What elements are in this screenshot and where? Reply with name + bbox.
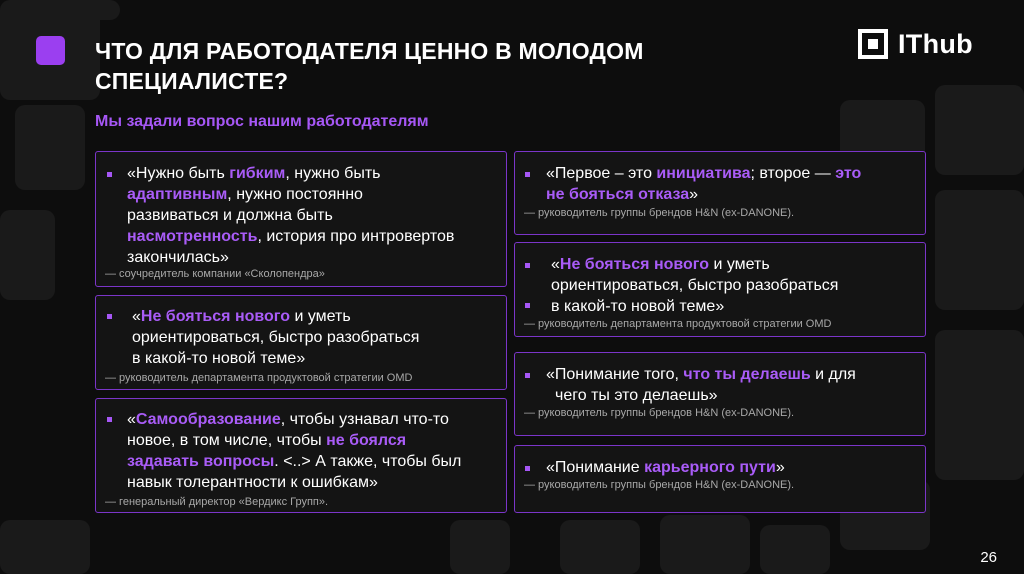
quote-text: «Самообразование, чтобы узнавал что-то новое, в том числе, чтобы не боялся задавать вопросы. <..> А также, чтобы был навык толерантности к ошибкам» <box>127 411 462 491</box>
bullet-icon <box>107 314 112 319</box>
quote-source: — руководитель группы брендов H&N (ex-DANONE). <box>524 479 795 491</box>
slide-title <box>95 36 795 96</box>
quote-card-right-4 <box>514 445 926 513</box>
bullet-icon <box>525 466 530 471</box>
bullet-icon <box>525 263 530 268</box>
bullet-icon <box>107 417 112 422</box>
accent-square <box>36 36 65 65</box>
quote-text: «Не бояться нового и уметь ориентироваться, быстро разобраться в какой-то новой теме» <box>551 256 839 315</box>
bg-square <box>935 85 1024 175</box>
quote-card-right-3 <box>514 352 926 436</box>
bg-square <box>760 525 830 574</box>
bg-square <box>935 330 1024 480</box>
title-line-2: СПЕЦИАЛИСТЕ? <box>95 68 289 94</box>
bullet-icon <box>525 373 530 378</box>
quote-source: — руководитель группы брендов H&N (ex-DANONE). <box>524 207 795 219</box>
page-number: 26 <box>980 549 997 566</box>
bg-square <box>935 190 1024 310</box>
quote-card-right-1 <box>514 151 926 235</box>
bg-square <box>80 0 120 20</box>
ithub-logo <box>858 29 973 59</box>
subtitle: Мы задали вопрос нашим работодателям <box>95 113 429 130</box>
quote-text: «Нужно быть гибким, нужно быть адаптивным, нужно постоянно развиваться и должна быть насмотренность, история про интровертов закончилась» <box>127 165 455 266</box>
bg-square <box>560 520 640 574</box>
quote-card-left-2 <box>95 295 507 390</box>
quote-card-left-1 <box>95 151 507 287</box>
bg-square <box>0 520 90 574</box>
bg-square <box>15 105 85 190</box>
quote-source: — генеральный директор «Вердикс Групп». <box>105 496 329 508</box>
quote-source: — соучредитель компании «Сколопендра» <box>105 268 325 280</box>
bullet-icon <box>525 303 530 308</box>
quote-card-left-3 <box>95 398 507 513</box>
quote-source: — руководитель департамента продуктовой стратегии OMD <box>524 318 832 330</box>
bg-square <box>660 515 750 574</box>
logo-mark-icon <box>858 29 888 59</box>
quote-source: — руководитель группы брендов H&N (ex-DANONE). <box>524 407 795 419</box>
quote-card-right-2 <box>514 242 926 337</box>
quote-text: «Первое – это инициатива; второе — это не бояться отказа» <box>546 165 862 203</box>
bg-square <box>0 210 55 300</box>
quote-text: «Понимание карьерного пути» <box>546 459 785 476</box>
quote-text: «Понимание того, что ты делаешь и для чего ты это делаешь» <box>546 366 856 404</box>
title-line-1: ЧТО ДЛЯ РАБОТОДАТЕЛЯ ЦЕННО В МОЛОДОМ <box>95 38 644 64</box>
quote-source: — руководитель департамента продуктовой стратегии OMD <box>105 372 413 384</box>
bg-square <box>450 520 510 574</box>
bullet-icon <box>107 172 112 177</box>
bullet-icon <box>525 172 530 177</box>
logo-text: IThub <box>898 28 973 59</box>
quote-text: «Не бояться нового и уметь ориентироваться, быстро разобраться в какой-то новой теме» <box>132 308 420 367</box>
